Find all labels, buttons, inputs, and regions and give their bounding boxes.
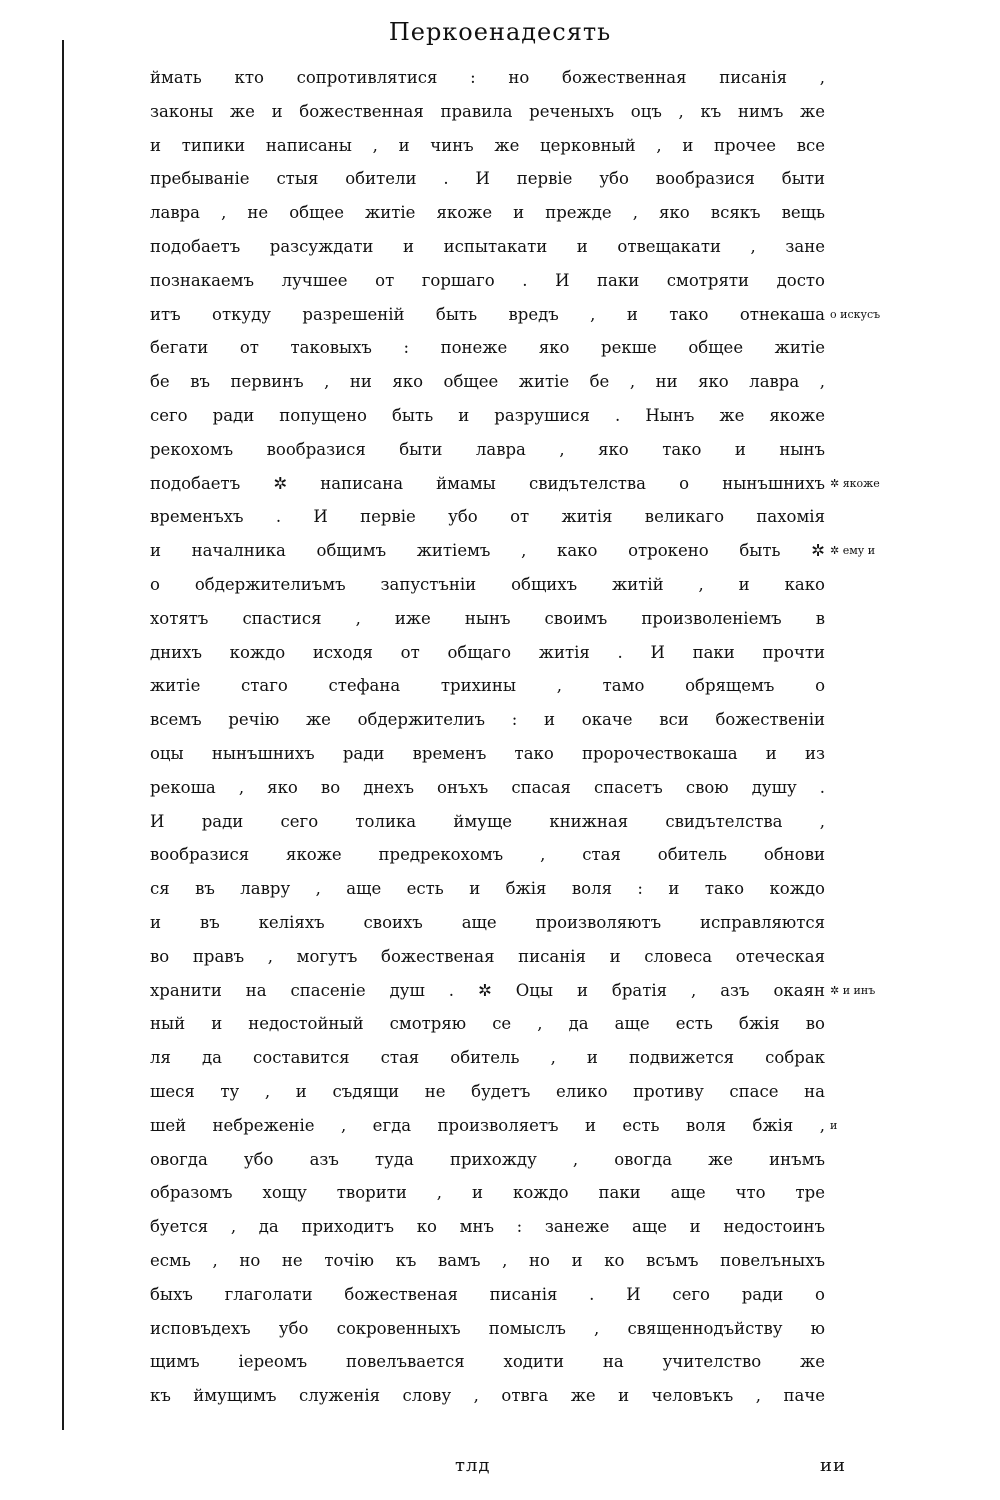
text-line: щимъ іереомъ повелъвается ходити на учителство же bbox=[150, 1352, 825, 1372]
text-line: вообразися якоже предрекохомъ , стая обитель обнови bbox=[150, 845, 825, 865]
text-line: подобаетъ ✲ написана ймамы свидътелства о нынъшнихъ bbox=[150, 473, 825, 493]
margin-note: и bbox=[830, 1118, 838, 1132]
text-line: И ради сего толика ймуще книжная свидътелства , bbox=[150, 811, 825, 831]
text-line: и въ келіяхъ своихъ аще произволяютъ исправляются bbox=[150, 913, 825, 932]
text-line: ный и недостойный смотряю се , да аще есть бжія во bbox=[150, 1014, 825, 1034]
text-line: хранити на спасеніе душ . ✲ Оцы и братія , азъ окаян bbox=[150, 980, 825, 1000]
text-line: рекоша , яко во днехъ онъхъ спасая спасетъ свою душу . bbox=[150, 777, 825, 797]
margin-note: ✲ ему и bbox=[830, 544, 876, 558]
text-line: лавра , не общее житіе якоже и прежде , яко всякъ вещь bbox=[150, 203, 825, 223]
text-line: овогда убо азъ туда прихожду , овогда же инъмъ bbox=[150, 1149, 825, 1169]
margin-note: о искусъ bbox=[830, 307, 881, 321]
text-line: ймать кто сопротивлятися : но божественная писанія , bbox=[150, 68, 825, 87]
text-line: бе въ первинъ , ни яко общее житіе бе , ни яко лавра , bbox=[150, 372, 825, 392]
page-edge-rule bbox=[62, 40, 64, 1430]
text-line: исповъдехъ убо сокровенныхъ помыслъ , священнодъйству ю bbox=[150, 1318, 825, 1338]
text-line: ля да составится стая обитель , и подвижется собрак bbox=[150, 1048, 825, 1068]
text-line: шеся ту , и съдящи не будетъ елико противу спасе на bbox=[150, 1082, 825, 1101]
text-line: быхъ глаголати божественая писанія . И сего ради о bbox=[150, 1284, 825, 1304]
text-line: итъ откуду разрешеній быть вредъ , и тако отнекаша bbox=[150, 304, 825, 324]
text-line: законы же и божественная правила реченыхъ оцъ , къ нимъ же bbox=[150, 101, 825, 121]
text-line: житіе стаго стефана трихины , тамо обрящемъ о bbox=[150, 676, 825, 696]
text-line: рекохомъ вообразися быти лавра , яко тако и нынъ bbox=[150, 439, 825, 459]
margin-note: ✲ и инъ bbox=[830, 983, 876, 997]
text-line: пребываніе стыя обители . И первіе убо вообразися быти bbox=[150, 169, 825, 189]
text-line: шей небреженіе , егда произволяетъ и есть воля бжія , bbox=[150, 1115, 825, 1135]
page-header: Перкоенадесять bbox=[388, 18, 612, 46]
text-line: временъхъ . И первіе убо от житія великаго пахомія bbox=[150, 507, 825, 527]
text-line: и типики написаны , и чинъ же церковный , и прочее все bbox=[150, 135, 825, 155]
text-line: подобаетъ разсуждати и испытакати и отвещакати , зане bbox=[150, 237, 825, 256]
text-line: днихъ кождо исходя от общаго житія . И паки прочти bbox=[150, 642, 825, 662]
text-line: бегати от таковыхъ : понеже яко рекше общее житіе bbox=[150, 338, 825, 358]
text-line: образомъ хощу творити , и кождо паки аще что тре bbox=[150, 1183, 825, 1203]
folio-number: ии bbox=[820, 1455, 846, 1476]
text-line: всемъ речію же обдержителиъ : и окаче вси божественіи bbox=[150, 710, 825, 730]
text-line: ся въ лавру , аще есть и бжія воля : и тако кождо bbox=[150, 879, 825, 899]
text-line: буется , да приходитъ ко мнъ : занеже аще и недостоинъ bbox=[150, 1217, 825, 1237]
text-line: во правъ , могутъ божественая писанія и словеса отеческая bbox=[150, 946, 825, 966]
folio-signature: тлд bbox=[455, 1455, 491, 1476]
text-line: оцы нынъшнихъ ради временъ тако пророчествокаша и из bbox=[150, 744, 825, 763]
text-line: къ ймущимъ служенія слову , отвга же и человъкъ , паче bbox=[150, 1386, 825, 1406]
text-line: сего ради попущено быть и разрушися . Нынъ же якоже bbox=[150, 406, 825, 425]
margin-note: ✲ якоже bbox=[830, 476, 880, 490]
text-line: о обдержителиъмъ запустъніи общихъ житій , и како bbox=[150, 575, 825, 594]
text-body bbox=[150, 62, 825, 1432]
text-line: есмь , но не точію къ вамъ , но и ко всъмъ повелъныхъ bbox=[150, 1251, 825, 1270]
text-line: познакаемъ лучшее от горшаго . И паки смотряти досто bbox=[150, 270, 825, 290]
text-line: хотятъ спастися , иже нынъ своимъ произволеніемъ в bbox=[150, 608, 825, 628]
text-line: и началника общимъ житіемъ , како отрокено быть ✲ bbox=[150, 541, 825, 561]
